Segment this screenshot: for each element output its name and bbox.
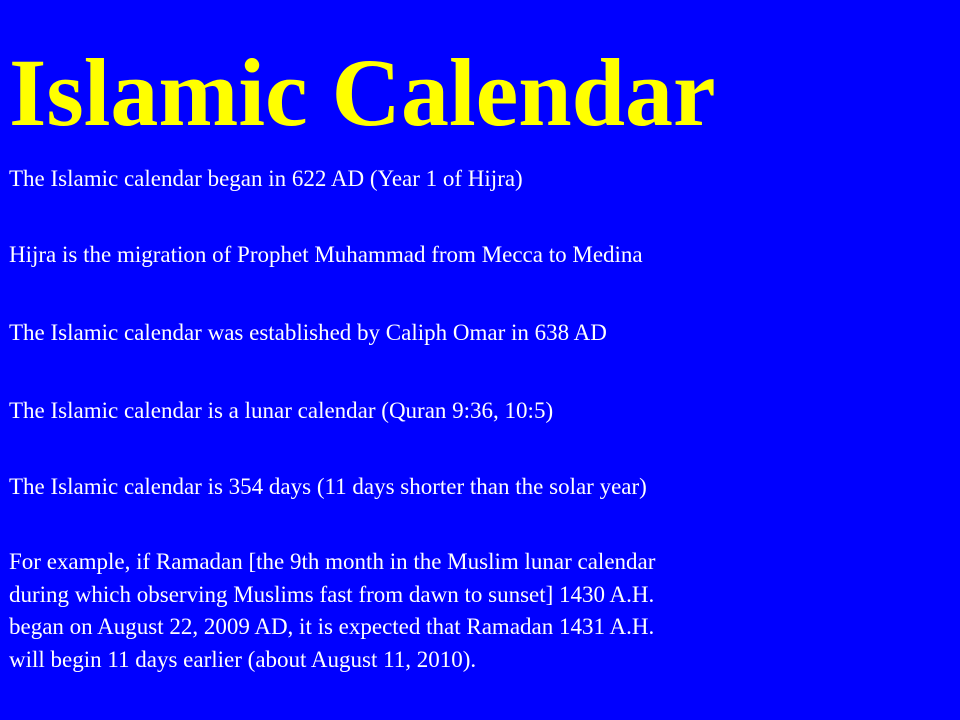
example-line: will begin 11 days earlier (about August 11, 2010). (9, 646, 477, 672)
fact-line-days: The Islamic calendar is 354 days (11 days shorter than the solar year) (9, 474, 647, 499)
example-line: began on August 22, 2009 AD, it is expected that Ramadan 1431 A.H. (9, 614, 655, 639)
example-paragraph (9, 546, 949, 676)
fact-line-lunar: The Islamic calendar is a lunar calendar (Quran 9:36, 10:5) (9, 398, 554, 423)
example-line: For example, if Ramadan [the 9th month in the Muslim lunar calendar (9, 549, 656, 574)
example-line: during which observing Muslims fast from dawn to sunset] 1430 A.H. (9, 581, 655, 607)
fact-line-established: The Islamic calendar was established by Caliph Omar in 638 AD (9, 320, 607, 345)
fact-line-hijra-definition: Hijra is the migration of Prophet Muhammad from Mecca to Medina (9, 242, 643, 267)
slide-title: Islamic Calendar (9, 39, 716, 146)
fact-line-start-year: The Islamic calendar began in 622 AD (Year 1 of Hijra) (9, 166, 523, 191)
